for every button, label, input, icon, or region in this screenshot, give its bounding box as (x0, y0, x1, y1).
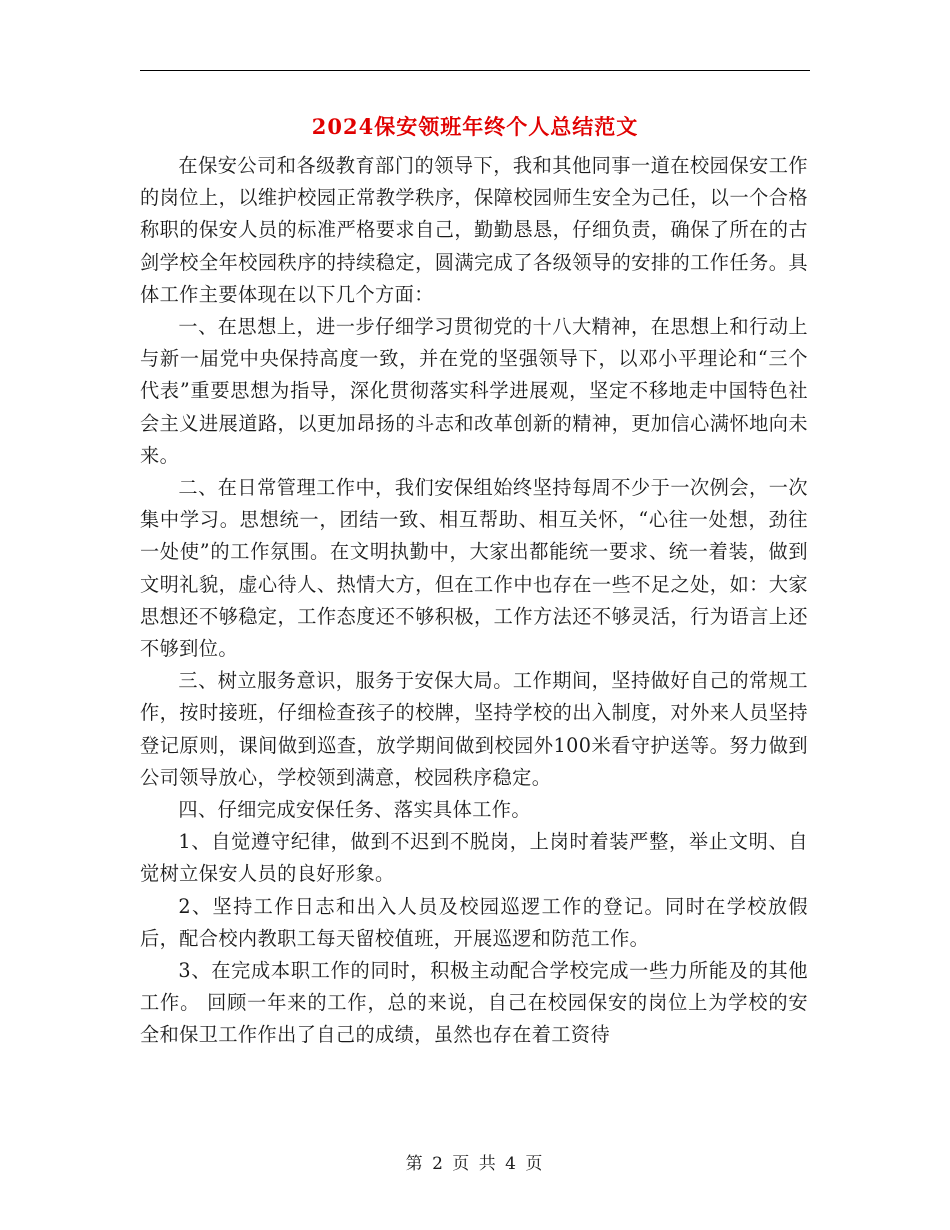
document-body (140, 150, 808, 1052)
paragraph-item-2: 2、坚持工作日志和出入人员及校园巡逻工作的登记。同时在学校放假后，配合校内教职工每天留校值班，开展巡逻和防范工作。 (140, 894, 808, 950)
paragraph-section-4: 四、仔细完成安保任务、落实具体工作。 (178, 798, 531, 822)
paragraph-item-3: 3、在完成本职工作的同时，积极主动配合学校完成一些力所能及的其他工作。 回顾一年来的工作，总的来说，自己在校园保安的岗位上为学校的安全和保卫工作作出了自己的成绩，虽然也存在着工资待 (140, 959, 808, 1047)
document-title: 2024保安领班年终个人总结范文 (311, 114, 639, 139)
page-number-footer: 第 2 页 共 4 页 (405, 1154, 545, 1174)
paragraph-section-1: 一、在思想上，进一步仔细学习贯彻党的十八大精神，在思想上和行动上与新一届党中央保持高度一致，并在党的坚强领导下，以邓小平理论和“三个代表”重要思想为指导，深化贯彻落实科学进展观，坚定不移地走中国特色社会主义进展道路，以更加昂扬的斗志和改革创新的精神，更加信心满怀地向未来。 (140, 315, 808, 467)
paragraph-section-3: 三、树立服务意识，服务于安保大局。工作期间，坚持做好自己的常规工作，按时接班，仔细检查孩子的校牌，坚持学校的出入制度，对外来人员坚持登记原则，课间做到巡查，放学期间做到校园外100米看守护送等。努力做到公司领导放心，学校领到满意，校园秩序稳定。 (140, 669, 808, 789)
header-rule (140, 70, 810, 71)
paragraph-item-1: 1、自觉遵守纪律，做到不迟到不脱岗，上岗时着装严整，举止文明、自觉树立保安人员的良好形象。 (140, 830, 808, 886)
paragraph-intro: 在保安公司和各级教育部门的领导下，我和其他同事一道在校园保安工作的岗位上，以维护校园正常教学秩序，保障校园师生安全为己任，以一个合格称职的保安人员的标准严格要求自己，勤勤恳恳，仔细负责，确保了所在的古剑学校全年校园秩序的持续稳定，圆满完成了各级领导的安排的工作任务。具体工作主要体现在以下几个方面： (140, 154, 808, 306)
paragraph-section-2: 二、在日常管理工作中，我们安保组始终坚持每周不少于一次例会，一次集中学习。思想统一，团结一致、相互帮助、相互关怀，“心往一处想，劲往一处使”的工作氛围。在文明执勤中，大家出都能统一要求、统一着装，做到文明礼貌，虚心待人、热情大方，但在工作中也存在一些不足之处，如：大家思想还不够稳定，工作态度还不够积极，工作方法还不够灵活，行为语言上还不够到位。 (140, 476, 808, 661)
